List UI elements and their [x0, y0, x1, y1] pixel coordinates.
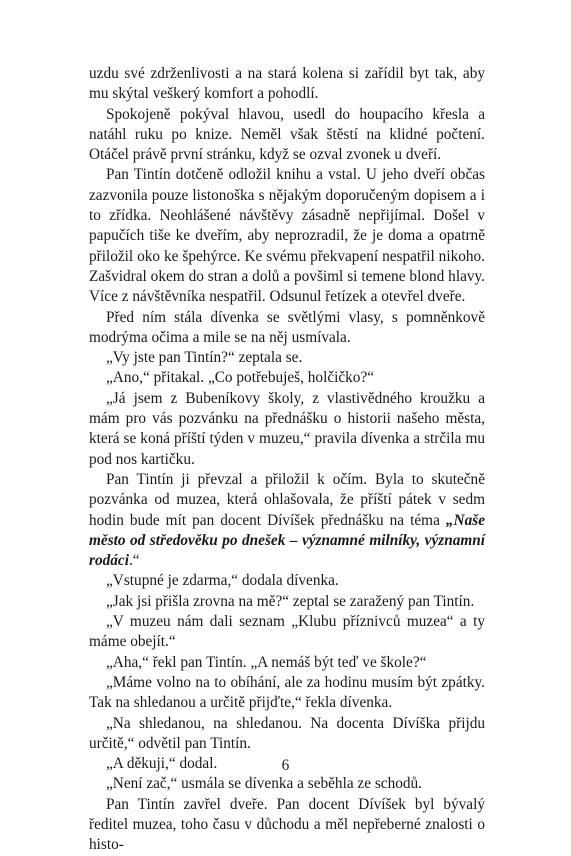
dialogue-line: „A děkuji,“ dodal. — [106, 755, 218, 773]
paragraph: Pan Tintín zavřel dveře. Pan docent Dívíšek byl bývalý ředitel muzea, toho času v důchodu a měl nepřeberné znalosti o histo- — [89, 795, 485, 854]
dialogue-line: „Aha,“ řekl pan Tintín. „A nemáš být teď ve škole?“ — [106, 653, 427, 671]
dialogue-line: „Vy jste pan Tintín?“ zeptala se. — [106, 349, 303, 367]
paragraph: uzdu své zdrženlivosti a na stará kolena si zařídil byt tak, aby mu skýtal veškerý komfort a pohodlí. — [89, 65, 485, 103]
dialogue-line: „Na shledanou, na shledanou. Na docenta Dívíška přijdu určitě,“ odvětil pan Tintín. — [89, 714, 485, 752]
invitation-text: Pan Tintín ji převzal a přiložil k očím. Byla to skutečně pozvánka od muzea, která ohlašovala, že příští pátek v sedm hodin bude mít pan docent Dívíšek přednášku na téma — [89, 470, 485, 529]
dialogue-line: „V muzeu nám dali seznam „Klubu příznivců muzea“ a ty máme obejít.“ — [89, 613, 485, 651]
paragraph: Pan Tintín dotčeně odložil knihu a vstal. U jeho dveří občas zazvonila pouze listonoška s nějakým doporučeným dopisem a i to zřídka. Neohlášené návštěvy zásadně nepřijímal. Došel v papučích tiše ke dveřím, aby neprozradil, že je doma a opatrně přiložil oko ke špehýrce. Ke svému překvapení nespatřil nikoho. Zašvidral okem do stran a dolů a povšiml si temene blond hlavy. Více z návštěvníka nespatřil. Odsunul řetízek a otevřel dveře. — [89, 166, 485, 306]
dialogue-line: „Ano,“ přitakal. „Co potřebuješ, holčičko?“ — [106, 369, 375, 387]
dialogue-line: „Jak jsi přišla zrovna na mě?“ zeptal se zaražený pan Tintín. — [106, 592, 475, 610]
dialogue-line: „Vstupné je zdarma,“ dodala dívenka. — [106, 572, 339, 590]
paragraph-invitation — [89, 470, 485, 571]
dialogue-line: „Máme volno na to obíhání, ale za hodinu musím být zpátky. Tak na shledanou a určitě přijďte,“ řekla dívenka. — [89, 673, 485, 712]
page-number: 6 — [281, 757, 290, 774]
body-text — [89, 64, 485, 856]
paragraph: Před ním stála dívenka se světlými vlasy, s pomněnkově modrýma očima a mile se na něj usmívala. — [89, 308, 485, 346]
dialogue-line: „Není zač,“ usmála se dívenka a seběhla ze schodů. — [106, 775, 422, 793]
dialogue-line: „Já jsem z Bubeníkovy školy, z vlastivědného kroužku a mám pro vás pozvánku na přednášku o historii našeho města, která se koná příští týden v muzeu,“ pravila dívenka a strčila mu pod nos kartičku. — [89, 389, 485, 468]
paragraph: Spokojeně pokýval hlavou, usedl do houpacího křesla a natáhl ruku po knize. Neměl však štěstí na klidné počtení. Otáčel právě první stránku, když se ozval zvonek u dveří. — [89, 105, 485, 164]
lecture-title: „Naše město od středověku po dnešek – významné milníky, významní rodáci — [89, 511, 485, 570]
invitation-text-end: .“ — [128, 552, 140, 570]
